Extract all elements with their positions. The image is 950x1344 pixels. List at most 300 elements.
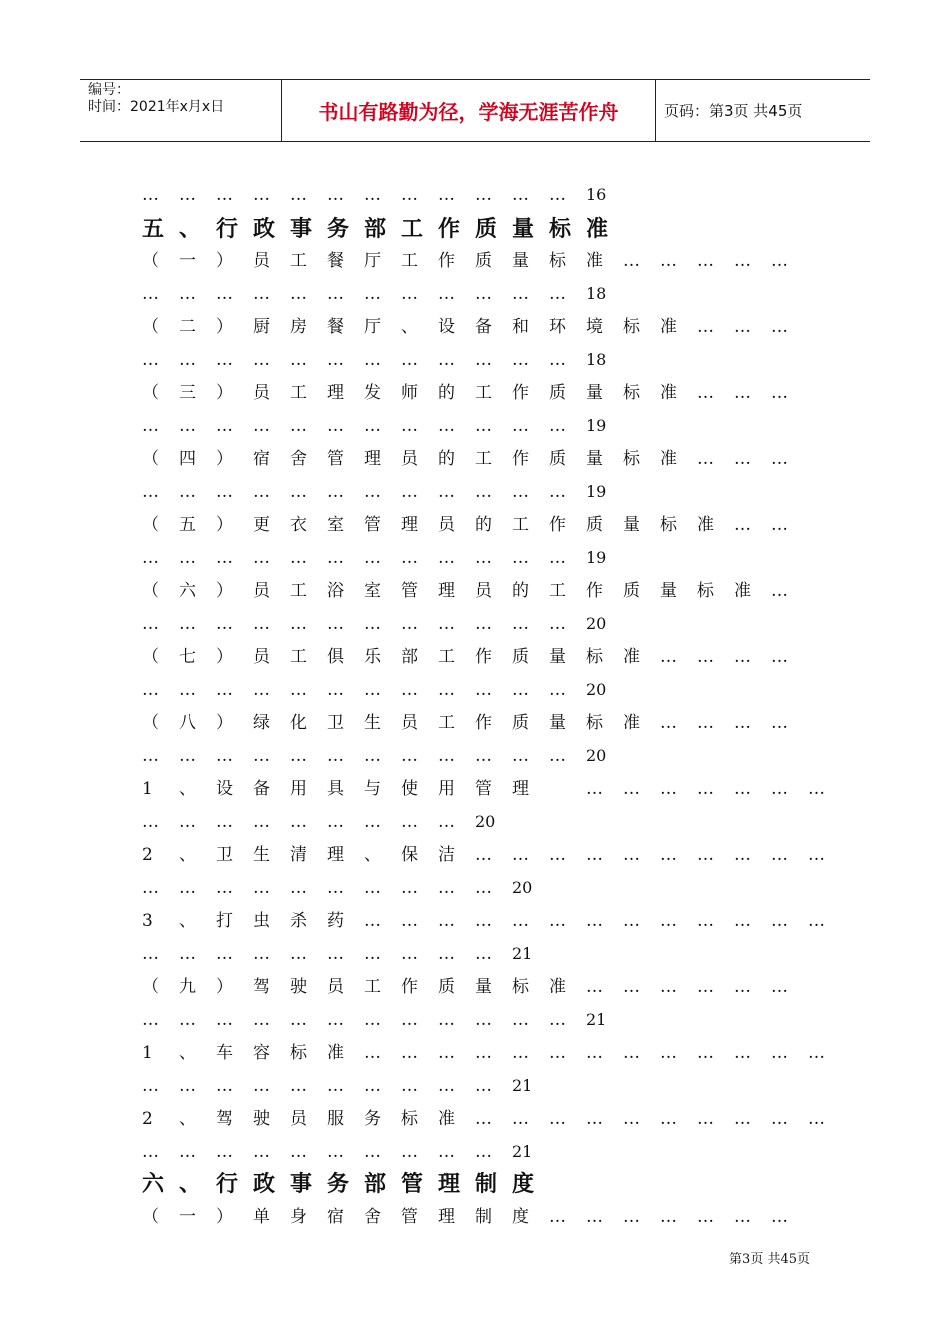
toc-glyph: … [475, 944, 492, 964]
toc-glyph: … [586, 1109, 603, 1129]
toc-glyph: 准 [549, 977, 566, 997]
toc-glyph: 、 [179, 216, 202, 242]
toc-glyph: … [142, 680, 159, 700]
toc-glyph: … [438, 614, 455, 634]
toc-glyph: 二 [179, 317, 196, 337]
toc-glyph: 准 [623, 713, 640, 733]
toc-glyph: 员 [401, 449, 418, 469]
toc-glyph: … [697, 977, 714, 997]
toc-glyph: … [549, 1010, 566, 1030]
toc-glyph: 标 [401, 1109, 418, 1129]
toc-glyph: … [512, 548, 529, 568]
toc-glyph: 部 [364, 1171, 387, 1197]
toc-glyph: … [475, 845, 492, 865]
toc-glyph: 俱 [327, 647, 344, 667]
toc-page-number: 19 [586, 416, 607, 435]
toc-glyph: … [734, 383, 751, 403]
toc-glyph: … [660, 1109, 677, 1129]
toc-glyph: … [179, 944, 196, 964]
toc-glyph: 杀 [290, 911, 307, 931]
toc-glyph: … [734, 845, 751, 865]
toc-glyph: … [734, 1043, 751, 1063]
toc-glyph: 作 [438, 251, 455, 271]
toc-glyph: 工 [475, 383, 492, 403]
toc-glyph: … [512, 350, 529, 370]
toc-glyph: （ [142, 977, 159, 997]
toc-glyph: … [216, 482, 233, 502]
toc-glyph: ） [216, 449, 233, 469]
toc-glyph: 室 [364, 581, 381, 601]
toc-leader-line [142, 678, 616, 702]
toc-glyph: ） [216, 647, 233, 667]
toc-glyph: … [623, 1207, 640, 1227]
toc-glyph: … [142, 944, 159, 964]
toc-glyph: … [364, 185, 381, 205]
toc-glyph: 设 [438, 317, 455, 337]
toc-glyph: … [549, 185, 566, 205]
toc-glyph: 准 [660, 383, 677, 403]
toc-glyph: 理 [438, 1171, 461, 1197]
toc-glyph: 工 [290, 383, 307, 403]
toc-glyph: … [327, 482, 344, 502]
toc-glyph: 作 [401, 977, 418, 997]
toc-glyph: 、 [179, 779, 196, 799]
toc-glyph: … [290, 944, 307, 964]
toc-glyph: 员 [290, 1109, 307, 1129]
toc-glyph: （ [142, 581, 159, 601]
toc-glyph: … [179, 1076, 196, 1096]
toc-glyph: … [253, 746, 270, 766]
toc-leader-line [142, 1074, 542, 1098]
toc-glyph: 度 [512, 1171, 535, 1197]
toc-glyph: … [290, 1076, 307, 1096]
toc-glyph: … [401, 350, 418, 370]
toc-glyph: … [179, 284, 196, 304]
toc-glyph: … [771, 515, 788, 535]
toc-glyph: … [179, 812, 196, 832]
toc-glyph: … [771, 383, 788, 403]
toc-glyph: … [327, 548, 344, 568]
header-meta [88, 82, 224, 116]
toc-glyph: 设 [216, 779, 233, 799]
toc-leader-line [142, 942, 542, 966]
toc-entry [142, 711, 808, 735]
toc-glyph: … [142, 1142, 159, 1162]
toc-glyph: … [364, 1142, 381, 1162]
toc-glyph: 打 [216, 911, 233, 931]
toc-glyph: 保 [401, 845, 418, 865]
toc-glyph: 备 [253, 779, 270, 799]
toc-glyph: … [660, 977, 677, 997]
toc-glyph: … [216, 614, 233, 634]
toc-glyph: 1 [142, 779, 153, 799]
toc-glyph: … [549, 614, 566, 634]
toc-glyph: … [253, 185, 270, 205]
toc-glyph: 管 [364, 515, 381, 535]
toc-glyph: … [475, 482, 492, 502]
toc-glyph: … [475, 614, 492, 634]
toc-glyph: … [179, 614, 196, 634]
toc-glyph: … [179, 482, 196, 502]
toc-glyph: … [364, 482, 381, 502]
toc-glyph: … [438, 1043, 455, 1063]
toc-glyph: … [734, 1109, 751, 1129]
toc-glyph: … [549, 284, 566, 304]
toc-glyph: … [549, 680, 566, 700]
toc-glyph: … [660, 911, 677, 931]
toc-glyph: … [771, 317, 788, 337]
toc-page-number: 19 [586, 548, 607, 567]
toc-glyph: … [327, 1142, 344, 1162]
toc-glyph: … [771, 1043, 788, 1063]
toc-glyph: 量 [549, 647, 566, 667]
toc-glyph: 质 [623, 581, 640, 601]
toc-glyph: 员 [253, 647, 270, 667]
toc-glyph: … [327, 185, 344, 205]
toc-glyph: … [142, 416, 159, 436]
toc-leader-line [142, 480, 616, 504]
toc-glyph: 化 [290, 713, 307, 733]
toc-glyph: 部 [401, 647, 418, 667]
toc-entry [142, 909, 845, 933]
toc-page-number: 20 [586, 746, 607, 765]
toc-entry [142, 1107, 845, 1131]
toc-glyph: … [290, 680, 307, 700]
toc-glyph: … [142, 482, 159, 502]
toc-glyph: … [512, 911, 529, 931]
toc-glyph: 的 [438, 383, 455, 403]
toc-glyph: … [216, 1142, 233, 1162]
toc-glyph: … [401, 284, 418, 304]
toc-glyph: … [623, 911, 640, 931]
toc-glyph: … [364, 878, 381, 898]
toc-glyph: （ [142, 449, 159, 469]
toc-glyph: … [253, 482, 270, 502]
toc-glyph: … [290, 878, 307, 898]
toc-glyph: 质 [438, 977, 455, 997]
toc-glyph: … [216, 944, 233, 964]
toc-glyph: 量 [623, 515, 640, 535]
toc-glyph: … [401, 416, 418, 436]
toc-glyph: … [216, 812, 233, 832]
toc-glyph: … [179, 416, 196, 436]
toc-glyph: 一 [179, 1207, 196, 1227]
toc-glyph: 药 [327, 911, 344, 931]
toc-leader-line [142, 546, 616, 570]
toc-glyph: … [327, 416, 344, 436]
toc-glyph: 与 [364, 779, 381, 799]
toc-glyph: … [475, 1010, 492, 1030]
toc-glyph: … [179, 1142, 196, 1162]
toc-glyph: 生 [364, 713, 381, 733]
toc-glyph: … [438, 680, 455, 700]
toc-page-number: 20 [586, 680, 607, 699]
toc-glyph: 厅 [364, 251, 381, 271]
toc-glyph: 、 [401, 317, 418, 337]
toc-glyph: 制 [475, 1171, 498, 1197]
toc-glyph: … [475, 185, 492, 205]
toc-glyph: … [364, 1010, 381, 1030]
toc-leader-line [142, 348, 616, 372]
toc-glyph: 准 [586, 216, 609, 242]
toc-glyph: … [808, 779, 825, 799]
toc-glyph: 、 [179, 1043, 196, 1063]
toc-glyph: … [216, 1010, 233, 1030]
toc-glyph: … [734, 251, 751, 271]
toc-glyph: 的 [438, 449, 455, 469]
toc-glyph: … [327, 284, 344, 304]
toc-glyph: … [438, 878, 455, 898]
toc-glyph: … [660, 647, 677, 667]
toc-glyph: 、 [179, 1171, 202, 1197]
toc-page-number: 20 [475, 812, 496, 831]
toc-section-heading [142, 1169, 549, 1199]
toc-glyph: 理 [438, 1207, 455, 1227]
toc-glyph: 员 [253, 383, 270, 403]
toc-glyph: … [586, 977, 603, 997]
toc-glyph: 、 [179, 845, 196, 865]
toc-glyph: 管 [401, 1207, 418, 1227]
toc-glyph: … [364, 1076, 381, 1096]
toc-glyph: 行 [216, 216, 239, 242]
toc-glyph: … [771, 845, 788, 865]
toc-glyph: … [327, 1010, 344, 1030]
toc-entry [142, 381, 808, 405]
toc-glyph: … [364, 746, 381, 766]
toc-glyph: … [808, 845, 825, 865]
toc-glyph: … [401, 482, 418, 502]
toc-glyph: … [697, 449, 714, 469]
toc-glyph: 卫 [216, 845, 233, 865]
toc-glyph: … [734, 515, 751, 535]
toc-glyph: … [475, 878, 492, 898]
toc-glyph: … [216, 878, 233, 898]
toc-glyph: 驾 [216, 1109, 233, 1129]
toc-glyph: … [438, 746, 455, 766]
toc-glyph: … [771, 977, 788, 997]
toc-glyph: 工 [512, 515, 529, 535]
toc-glyph: 质 [549, 449, 566, 469]
toc-glyph: … [808, 1043, 825, 1063]
toc-glyph: … [253, 416, 270, 436]
toc-glyph: … [475, 416, 492, 436]
toc-page-number: 18 [586, 350, 607, 369]
toc-glyph: 度 [512, 1207, 529, 1227]
toc-glyph: 作 [438, 216, 461, 242]
toc-glyph: … [549, 1043, 566, 1063]
toc-glyph: … [142, 185, 159, 205]
toc-glyph: … [475, 284, 492, 304]
document-time-label: 时间：2021年x月x日 [88, 99, 225, 115]
toc-glyph: … [512, 614, 529, 634]
toc-leader-line [142, 744, 616, 768]
toc-glyph: （ [142, 383, 159, 403]
toc-glyph: … [438, 1076, 455, 1096]
toc-glyph: （ [142, 713, 159, 733]
toc-glyph: … [623, 1109, 640, 1129]
toc-glyph: … [549, 911, 566, 931]
toc-glyph: 舍 [290, 449, 307, 469]
toc-glyph: … [512, 482, 529, 502]
toc-glyph: … [660, 779, 677, 799]
document-number-label: 编号： [88, 82, 130, 98]
toc-glyph: … [327, 878, 344, 898]
toc-glyph: … [290, 284, 307, 304]
toc-glyph: … [216, 350, 233, 370]
page-footer: 第3页 共45页 [729, 1252, 810, 1267]
toc-glyph: … [512, 845, 529, 865]
toc-glyph: … [216, 284, 233, 304]
toc-glyph: ） [216, 317, 233, 337]
toc-glyph: … [771, 1207, 788, 1227]
toc-glyph: … [697, 251, 714, 271]
toc-glyph: 驾 [253, 977, 270, 997]
toc-glyph: 务 [364, 1109, 381, 1129]
toc-leader-line [142, 876, 542, 900]
toc-glyph: 准 [697, 515, 714, 535]
toc-page-number: 20 [586, 614, 607, 633]
toc-glyph: … [216, 416, 233, 436]
toc-glyph: 用 [290, 779, 307, 799]
toc-entry [142, 315, 808, 339]
toc-glyph: ） [216, 713, 233, 733]
toc-page-number: 21 [512, 1142, 533, 1161]
toc-glyph: … [623, 1043, 640, 1063]
toc-glyph: … [438, 350, 455, 370]
toc-glyph: 宿 [253, 449, 270, 469]
toc-glyph: 五 [179, 515, 196, 535]
toc-glyph: … [179, 680, 196, 700]
toc-glyph: … [586, 911, 603, 931]
toc-glyph: 员 [253, 251, 270, 271]
toc-glyph: 室 [327, 515, 344, 535]
toc-glyph: … [327, 746, 344, 766]
toc-glyph: （ [142, 317, 159, 337]
toc-glyph: … [771, 779, 788, 799]
toc-glyph: … [438, 911, 455, 931]
toc-glyph: … [216, 680, 233, 700]
toc-glyph: … [660, 251, 677, 271]
toc-glyph: 管 [327, 449, 344, 469]
toc-glyph: … [364, 416, 381, 436]
toc-glyph: 质 [512, 647, 529, 667]
toc-glyph: … [697, 779, 714, 799]
toc-glyph: … [697, 317, 714, 337]
toc-glyph: … [179, 1010, 196, 1030]
toc-glyph: 准 [734, 581, 751, 601]
toc-glyph: … [475, 1142, 492, 1162]
toc-entry [142, 447, 808, 471]
toc-glyph: 虫 [253, 911, 270, 931]
toc-page-number: 21 [512, 944, 533, 963]
toc-glyph: 事 [290, 216, 313, 242]
toc-glyph: 准 [660, 317, 677, 337]
toc-glyph: ） [216, 515, 233, 535]
toc-glyph: 员 [438, 515, 455, 535]
toc-page-number: 20 [512, 878, 533, 897]
toc-glyph: … [475, 911, 492, 931]
toc-glyph: … [327, 944, 344, 964]
toc-glyph: … [364, 911, 381, 931]
toc-glyph: … [512, 746, 529, 766]
toc-glyph: 3 [142, 911, 153, 931]
toc-glyph: 标 [623, 383, 640, 403]
toc-glyph: … [327, 350, 344, 370]
toc-glyph: 工 [438, 647, 455, 667]
toc-glyph: 2 [142, 845, 153, 865]
toc-glyph: 政 [253, 1171, 276, 1197]
toc-glyph: … [364, 944, 381, 964]
toc-glyph: 2 [142, 1109, 153, 1129]
toc-glyph: … [179, 548, 196, 568]
toc-glyph: … [697, 911, 714, 931]
toc-glyph: … [364, 812, 381, 832]
toc-glyph: 洁 [438, 845, 455, 865]
toc-glyph: 准 [327, 1043, 344, 1063]
toc-glyph: 员 [475, 581, 492, 601]
toc-glyph: 标 [290, 1043, 307, 1063]
toc-glyph: 作 [475, 713, 492, 733]
toc-glyph: … [142, 350, 159, 370]
toc-glyph: … [401, 944, 418, 964]
toc-glyph: … [364, 284, 381, 304]
toc-glyph: … [438, 1010, 455, 1030]
toc-glyph: … [586, 1043, 603, 1063]
toc-glyph: … [401, 1010, 418, 1030]
toc-glyph: 量 [660, 581, 677, 601]
toc-glyph: 标 [512, 977, 529, 997]
toc-glyph: 宿 [327, 1207, 344, 1227]
toc-glyph: … [697, 383, 714, 403]
toc-glyph: … [512, 1043, 529, 1063]
toc-glyph: … [549, 350, 566, 370]
toc-glyph: … [512, 284, 529, 304]
toc-glyph: 准 [660, 449, 677, 469]
toc-glyph: … [216, 1076, 233, 1096]
toc-page-number: 18 [586, 284, 607, 303]
toc-glyph: … [623, 779, 640, 799]
toc-glyph: （ [142, 1207, 159, 1227]
toc-glyph: 师 [401, 383, 418, 403]
toc-glyph: … [253, 1076, 270, 1096]
toc-glyph: … [734, 779, 751, 799]
toc-glyph: 准 [438, 1109, 455, 1129]
toc-glyph: 标 [660, 515, 677, 535]
page-header [80, 79, 870, 142]
toc-glyph: … [586, 845, 603, 865]
toc-glyph: 作 [512, 383, 529, 403]
toc-glyph: … [253, 878, 270, 898]
toc-glyph: 和 [512, 317, 529, 337]
toc-glyph: … [697, 1043, 714, 1063]
toc-page-number: 21 [586, 1010, 607, 1029]
toc-glyph: 四 [179, 449, 196, 469]
toc-glyph: 、 [179, 1109, 196, 1129]
toc-glyph: （ [142, 647, 159, 667]
toc-glyph: … [438, 284, 455, 304]
toc-glyph: 量 [586, 449, 603, 469]
toc-glyph: 员 [253, 581, 270, 601]
toc-glyph: … [475, 1109, 492, 1129]
toc-leader-line [142, 612, 616, 636]
toc-glyph: … [438, 548, 455, 568]
toc-glyph: 用 [438, 779, 455, 799]
toc-glyph: … [734, 977, 751, 997]
toc-glyph: 理 [512, 779, 529, 799]
toc-glyph: … [327, 614, 344, 634]
toc-glyph: 环 [549, 317, 566, 337]
toc-glyph: 乐 [364, 647, 381, 667]
